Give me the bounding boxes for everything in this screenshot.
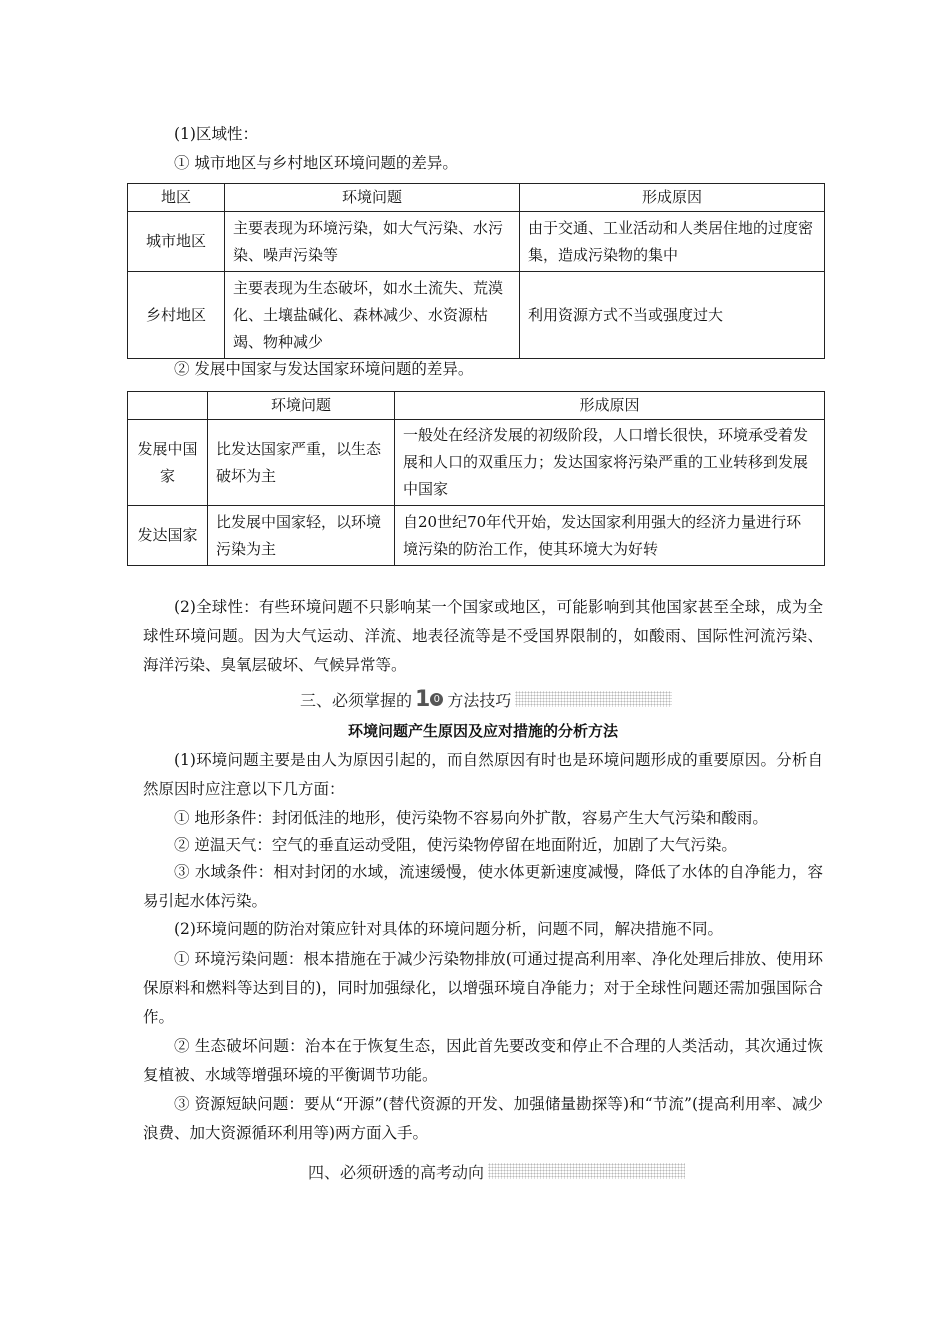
global-paragraph: (2)全球性：有些环境问题不只影响某一个国家或地区，可能影响到其他国家甚至全球，成为全球性环境问题。因为大气运动、洋流、地表径流等是不受国界限制的，如酸雨、国际性河流污染、海洋污染、臭氧层破坏、气候异常等。 <box>143 598 823 674</box>
region-heading: (1)区域性： <box>174 125 258 143</box>
method-paragraph: ③ 水域条件：相对封闭的水域，流速缓慢，使水体更新速度减慢，降低了水体的自净能力，容易引起水体污染。 <box>143 863 823 910</box>
country-table <box>127 391 825 566</box>
table-header-cell: 环境问题 <box>225 184 520 212</box>
table-cell: 主要表现为生态破坏，如水土流失、荒漠化、土壤盐碱化、森林减少、水资源枯竭、物种减少 <box>225 272 520 359</box>
table-header-row <box>128 184 825 212</box>
table-cell: 自20世纪70年代开始，发达国家利用强大的经济力量进行环境污染的防治工作，使其环境大为好转 <box>395 506 825 566</box>
method-paragraph: (1)环境问题主要是由人为原因引起的，而自然原因有时也是环境问题形成的重要原因。分析自然原因时应注意以下几方面： <box>143 751 823 798</box>
table-header-cell: 环境问题 <box>208 392 395 420</box>
table-cell: 利用资源方式不当或强度过大 <box>520 272 825 359</box>
table-header-cell: 形成原因 <box>395 392 825 420</box>
section-number-badge: 1 <box>415 686 430 712</box>
section-three-title: 三、必须掌握的 <box>300 690 413 710</box>
country-intro: ② 发展中国家与发达国家环境问题的差异。 <box>174 360 474 378</box>
urban-rural-table <box>127 183 825 359</box>
method-paragraph: (2)环境问题的防治对策应针对具体的环境问题分析，问题不同，解决措施不同。 <box>174 920 723 938</box>
table-cell: 乡村地区 <box>128 272 225 359</box>
table-header-row <box>128 392 825 420</box>
urban-rural-intro: ① 城市地区与乡村地区环境问题的差异。 <box>174 154 458 172</box>
table-cell: 一般处在经济发展的初级阶段，人口增长很快，环境承受着发展和人口的双重压力；发达国家将污染严重的工业转移到发展中国家 <box>395 420 825 506</box>
dotted-rule <box>515 691 672 707</box>
section-four-heading <box>308 1158 685 1184</box>
table-cell: 比发展中国家轻，以环境污染为主 <box>208 506 395 566</box>
method-paragraph: ③ 资源短缺问题：要从“开源”(替代资源的开发、加强储量勘探等)和“节流”(提高利用率、减少浪费、加大资源循环利用等)两方面入手。 <box>143 1095 823 1142</box>
method-paragraph: ② 生态破坏问题：治本在于恢复生态，因此首先要改变和停止不合理的人类活动，其次通过恢复植被、水域等增强环境的平衡调节功能。 <box>143 1037 823 1084</box>
method-paragraph: ② 逆温天气：空气的垂直运动受阻，使污染物停留在地面附近，加剧了大气污染。 <box>174 836 737 854</box>
table-row <box>128 212 825 272</box>
table-cell: 由于交通、工业活动和人类居住地的过度密集，造成污染物的集中 <box>520 212 825 272</box>
table-header-cell: 地区 <box>128 184 225 212</box>
table-row <box>128 506 825 566</box>
table-header-cell <box>128 392 208 420</box>
dotted-rule <box>488 1163 685 1179</box>
section-three-title-suffix: 方法技巧 <box>447 690 512 710</box>
table-row <box>128 420 825 506</box>
table-cell: 比发达国家严重，以生态破坏为主 <box>208 420 395 506</box>
table-header-cell: 形成原因 <box>520 184 825 212</box>
table-cell: 城市地区 <box>128 212 225 272</box>
table-cell: 发展中国家 <box>128 420 208 506</box>
table-row <box>128 272 825 359</box>
section-four-title: 四、必须研透的高考动向 <box>308 1162 485 1182</box>
method-paragraph: ① 地形条件：封闭低洼的地形，使污染物不容易向外扩散，容易产生大气污染和酸雨。 <box>174 809 768 827</box>
method-paragraph: ① 环境污染问题：根本措施在于减少污染物排放(可通过提高利用率、净化处理后排放、使用环保原料和燃料等达到目的)，同时加强绿化，以增强环境自净能力；对于全球性问题还需加强国际合作。 <box>143 950 823 1026</box>
section-number-dot: 0 <box>430 693 443 706</box>
table-cell: 主要表现为环境污染，如大气污染、水污染、噪声污染等 <box>225 212 520 272</box>
section-three-heading <box>300 686 672 712</box>
method-title: 环境问题产生原因及应对措施的分析方法 <box>347 722 618 740</box>
table-cell: 发达国家 <box>128 506 208 566</box>
